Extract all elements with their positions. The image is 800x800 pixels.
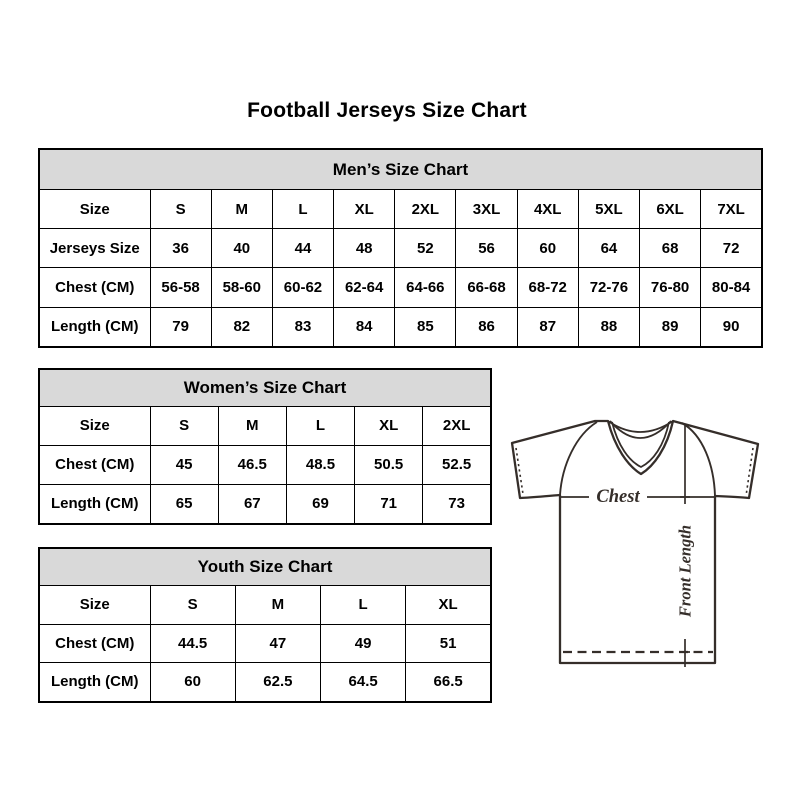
size-value-cell: 69 bbox=[286, 484, 354, 524]
table-row bbox=[39, 624, 491, 663]
size-value-cell: 52 bbox=[395, 229, 456, 268]
armhole-seam-left bbox=[560, 422, 597, 495]
row-label: Size bbox=[39, 190, 150, 229]
collar-back-arc-inner bbox=[610, 421, 671, 438]
size-value-cell: 64-66 bbox=[395, 268, 456, 307]
size-value-cell: 44 bbox=[272, 229, 333, 268]
row-label: Length (CM) bbox=[39, 484, 150, 524]
size-value-cell: 71 bbox=[355, 484, 423, 524]
size-value-cell: 73 bbox=[423, 484, 491, 524]
size-value-cell: 46.5 bbox=[218, 445, 286, 484]
table-row bbox=[39, 484, 491, 524]
table-row bbox=[39, 190, 762, 229]
size-value-cell: 2XL bbox=[395, 190, 456, 229]
size-value-cell: L bbox=[321, 586, 406, 625]
chest-label: Chest bbox=[596, 487, 640, 507]
table-row bbox=[39, 406, 491, 445]
size-value-cell: 5XL bbox=[578, 190, 639, 229]
size-value-cell: 82 bbox=[211, 307, 272, 347]
size-value-cell: 60 bbox=[150, 663, 235, 702]
size-value-cell: 6XL bbox=[640, 190, 701, 229]
size-value-cell: M bbox=[211, 190, 272, 229]
size-value-cell: 72 bbox=[701, 229, 762, 268]
size-value-cell: 3XL bbox=[456, 190, 517, 229]
size-value-cell: 86 bbox=[456, 307, 517, 347]
table-row bbox=[39, 229, 762, 268]
size-value-cell: S bbox=[150, 586, 235, 625]
size-value-cell: 83 bbox=[272, 307, 333, 347]
row-label: Jerseys Size bbox=[39, 229, 150, 268]
size-value-cell: 48 bbox=[334, 229, 395, 268]
size-value-cell: 64.5 bbox=[321, 663, 406, 702]
row-label: Chest (CM) bbox=[39, 445, 150, 484]
size-value-cell: 62.5 bbox=[235, 663, 320, 702]
size-value-cell: 7XL bbox=[701, 190, 762, 229]
size-value-cell: M bbox=[235, 586, 320, 625]
size-value-cell: 68 bbox=[640, 229, 701, 268]
size-value-cell: 40 bbox=[211, 229, 272, 268]
size-value-cell: L bbox=[272, 190, 333, 229]
mens-size-table bbox=[38, 148, 763, 348]
size-value-cell: 2XL bbox=[423, 406, 491, 445]
row-label: Size bbox=[39, 586, 150, 625]
size-value-cell: 48.5 bbox=[286, 445, 354, 484]
size-value-cell: 88 bbox=[578, 307, 639, 347]
size-value-cell: XL bbox=[334, 190, 395, 229]
size-value-cell: 56 bbox=[456, 229, 517, 268]
size-value-cell: 52.5 bbox=[423, 445, 491, 484]
armhole-seam-right bbox=[682, 423, 715, 496]
size-value-cell: 4XL bbox=[517, 190, 578, 229]
row-label: Length (CM) bbox=[39, 307, 150, 347]
size-value-cell: 72-76 bbox=[578, 268, 639, 307]
size-value-cell: 90 bbox=[701, 307, 762, 347]
size-value-cell: 64 bbox=[578, 229, 639, 268]
front-length-label: Front Length bbox=[675, 524, 695, 618]
jersey-measurement-diagram bbox=[500, 403, 785, 673]
table-row bbox=[39, 307, 762, 347]
size-value-cell: 67 bbox=[218, 484, 286, 524]
size-value-cell: 58-60 bbox=[211, 268, 272, 307]
table-title-row bbox=[39, 548, 491, 586]
size-value-cell: S bbox=[150, 406, 218, 445]
size-value-cell: 51 bbox=[406, 624, 491, 663]
size-value-cell: 76-80 bbox=[640, 268, 701, 307]
size-value-cell: 68-72 bbox=[517, 268, 578, 307]
size-value-cell: XL bbox=[406, 586, 491, 625]
size-value-cell: 80-84 bbox=[701, 268, 762, 307]
table-row bbox=[39, 586, 491, 625]
table-section-title: Women’s Size Chart bbox=[39, 369, 491, 406]
size-value-cell: 44.5 bbox=[150, 624, 235, 663]
size-value-cell: 85 bbox=[395, 307, 456, 347]
size-value-cell: 87 bbox=[517, 307, 578, 347]
size-value-cell: 56-58 bbox=[150, 268, 211, 307]
collar-back-arc-outer bbox=[608, 421, 673, 432]
size-value-cell: 36 bbox=[150, 229, 211, 268]
table-section-title: Men’s Size Chart bbox=[39, 149, 762, 190]
jersey-outline bbox=[512, 421, 758, 663]
table-row bbox=[39, 445, 491, 484]
table-row bbox=[39, 663, 491, 702]
row-label: Chest (CM) bbox=[39, 624, 150, 663]
size-value-cell: 66-68 bbox=[456, 268, 517, 307]
table-title-row bbox=[39, 369, 491, 406]
size-value-cell: 89 bbox=[640, 307, 701, 347]
youth-size-table bbox=[38, 547, 492, 703]
size-value-cell: M bbox=[218, 406, 286, 445]
size-value-cell: 50.5 bbox=[355, 445, 423, 484]
size-value-cell: 49 bbox=[321, 624, 406, 663]
size-value-cell: 84 bbox=[334, 307, 395, 347]
size-value-cell: 60 bbox=[517, 229, 578, 268]
table-row bbox=[39, 268, 762, 307]
size-value-cell: XL bbox=[355, 406, 423, 445]
size-value-cell: 66.5 bbox=[406, 663, 491, 702]
size-value-cell: 45 bbox=[150, 445, 218, 484]
page-title: Football Jerseys Size Chart bbox=[247, 99, 527, 122]
table-section-title: Youth Size Chart bbox=[39, 548, 491, 586]
size-value-cell: S bbox=[150, 190, 211, 229]
size-value-cell: 65 bbox=[150, 484, 218, 524]
row-label: Chest (CM) bbox=[39, 268, 150, 307]
table-title-row bbox=[39, 149, 762, 190]
size-value-cell: 79 bbox=[150, 307, 211, 347]
size-value-cell: 62-64 bbox=[334, 268, 395, 307]
size-value-cell: L bbox=[286, 406, 354, 445]
womens-size-table bbox=[38, 368, 492, 525]
size-value-cell: 47 bbox=[235, 624, 320, 663]
row-label: Size bbox=[39, 406, 150, 445]
size-value-cell: 60-62 bbox=[272, 268, 333, 307]
row-label: Length (CM) bbox=[39, 663, 150, 702]
